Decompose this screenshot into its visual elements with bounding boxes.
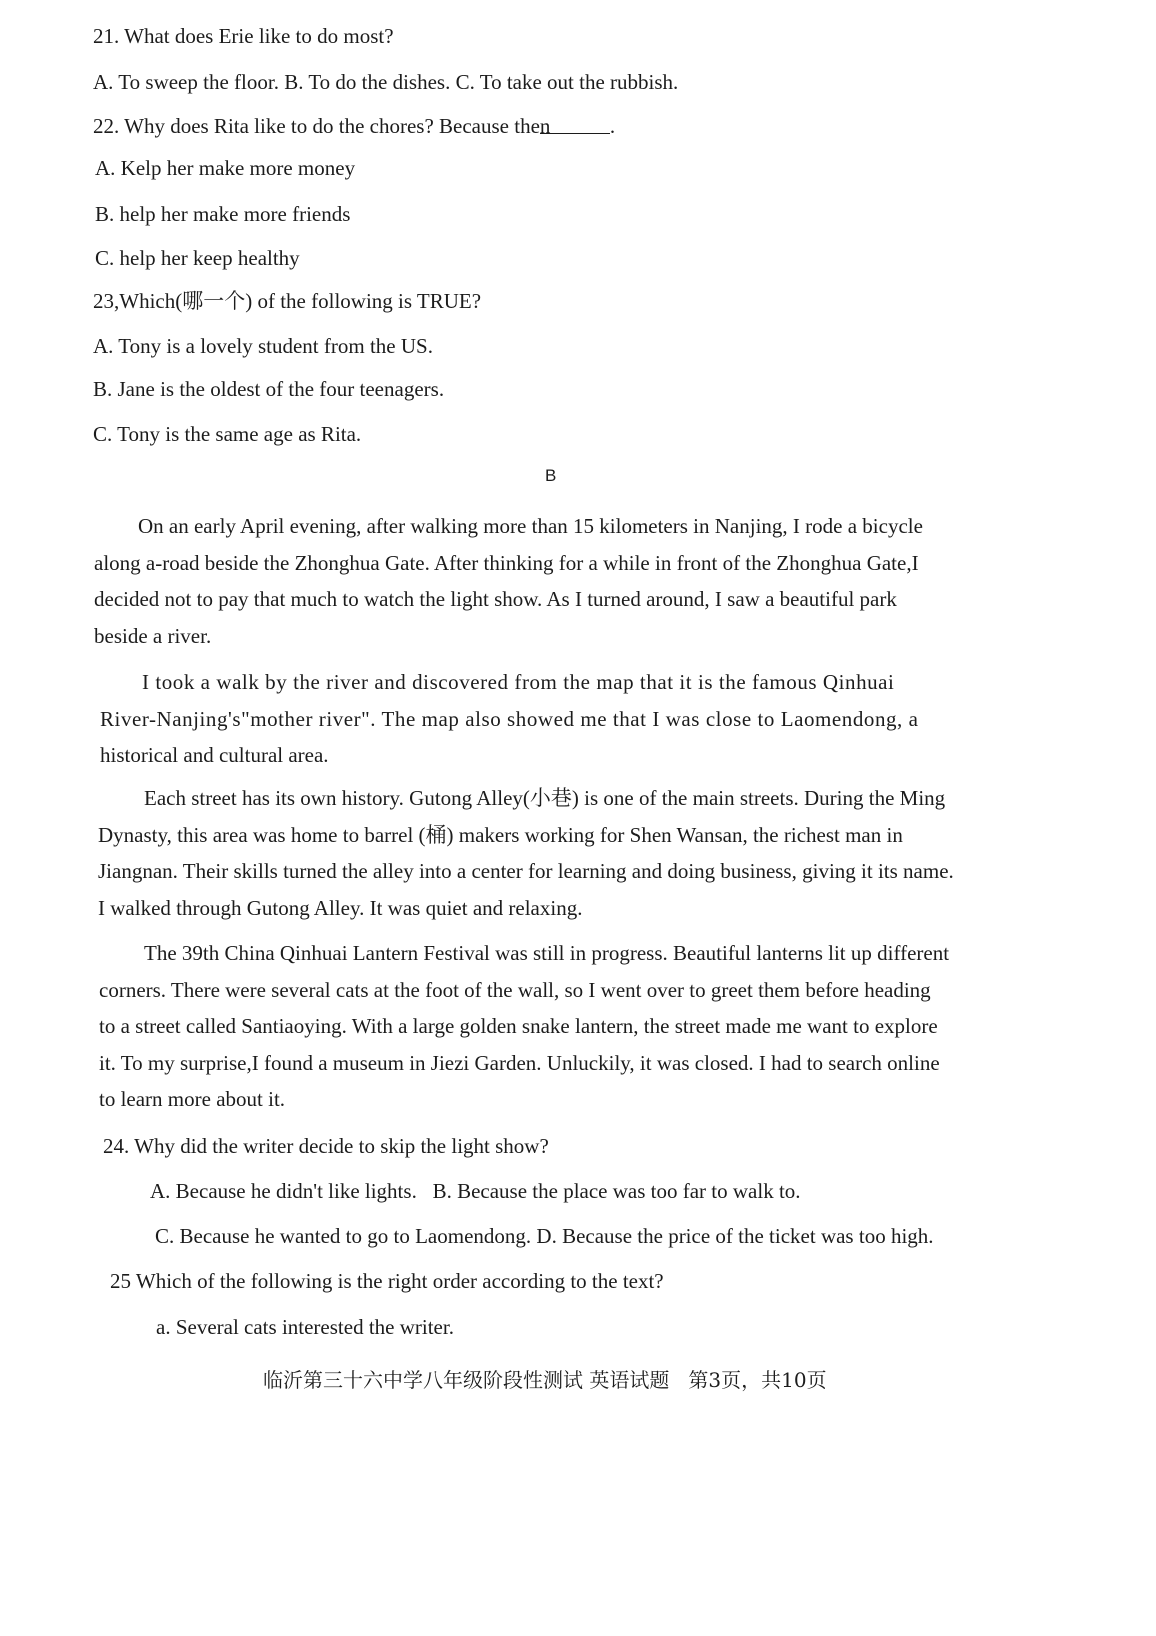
paragraph-4-line: The 39th China Qinhuai Lantern Festival was still in progress. Beautiful lanterns lit up different <box>144 941 950 965</box>
q25-item-a: a. Several cats interested the writer. <box>156 1315 454 1339</box>
paragraph-2-line: I took a walk by the river and discovered from the map that it is the famous Qinhuai <box>142 670 895 694</box>
paragraph-2-line: historical and cultural area. <box>100 743 329 767</box>
q22-blank-letter: n <box>539 114 551 138</box>
passage-paragraph-3 <box>98 780 954 926</box>
passage-paragraph-4 <box>99 935 949 1118</box>
q21-question: 21. What does Erie like to do most? <box>93 24 394 48</box>
q22-option-a: A. Kelp her make more money <box>95 156 356 180</box>
q23-option-b: B. Jane is the oldest of the four teenagers. <box>93 377 445 401</box>
q23-option-c: C. Tony is the same age as Rita. <box>93 422 362 446</box>
paragraph-3-line: I walked through Gutong Alley. It was quiet and relaxing. <box>98 895 583 920</box>
q22-option-c: C. help her keep healthy <box>95 246 300 270</box>
q21-options: A. To sweep the floor. B. To do the dishes. C. To take out the rubbish. <box>93 70 679 94</box>
paragraph-1-line: beside a river. <box>94 623 212 648</box>
paragraph-4-line: to learn more about it. <box>99 1087 286 1111</box>
q23-question: 23,Which(哪一个) of the following is TRUE? <box>93 289 482 313</box>
q22-answer-blank <box>539 113 610 138</box>
q23-option-a: A. Tony is a lovely student from the US. <box>93 334 433 358</box>
passage-paragraph-2 <box>100 664 919 774</box>
paragraph-1-line: along a-road beside the Zhonghua Gate. After thinking for a while in front of the Zhonghua Gate,I <box>94 550 919 575</box>
q22-question-end: . <box>609 114 616 138</box>
page-footer: 临沂第三十六中学八年级阶段性测试 英语试题 第3页，共10页 <box>263 1368 827 1392</box>
passage-paragraph-1 <box>94 508 923 654</box>
paragraph-3-line: Each street has its own history. Gutong Alley(小巷) is one of the main streets. During the Ming <box>144 786 946 810</box>
paragraph-4-line: it. To my surprise,I found a museum in Jiezi Garden. Unluckily, it was closed. I had to search online <box>99 1050 940 1075</box>
q22-option-b: B. help her make more friends <box>95 202 351 226</box>
paragraph-1-line: decided not to pay that much to watch the light show. As I turned around, I saw a beautiful park <box>94 587 897 611</box>
q24-options-line-2: C. Because he wanted to go to Laomendong. D. Because the price of the ticket was too high. <box>155 1224 934 1248</box>
paragraph-1-line: On an early April evening, after walking more than 15 kilometers in Nanjing, I rode a bicycle <box>138 514 923 538</box>
q24-options-line-1: A. Because he didn't like lights. B. Because the place was too far to walk to. <box>150 1179 801 1203</box>
paragraph-2-line: River-Nanjing's"mother river". The map also showed me that I was close to Laomendong, a <box>100 706 919 731</box>
q25-question: 25 Which of the following is the right order according to the text? <box>110 1269 664 1293</box>
section-b-label: B <box>545 466 557 485</box>
paragraph-4-line: corners. There were several cats at the foot of the wall, so I went over to greet them before heading <box>99 977 931 1002</box>
paragraph-3-line: Jiangnan. Their skills turned the alley into a center for learning and doing business, giving it its name. <box>98 859 954 883</box>
paragraph-3-line: Dynasty, this area was home to barrel (桶) makers working for Shen Wansan, the richest man in <box>98 822 903 847</box>
q24-question: 24. Why did the writer decide to skip the light show? <box>103 1134 549 1158</box>
paragraph-4-line: to a street called Santiaoying. With a large golden snake lantern, the street made me want to explore <box>99 1014 938 1038</box>
q22-question-text: 22. Why does Rita like to do the chores? Because the <box>93 114 540 138</box>
q22-question <box>93 113 615 139</box>
